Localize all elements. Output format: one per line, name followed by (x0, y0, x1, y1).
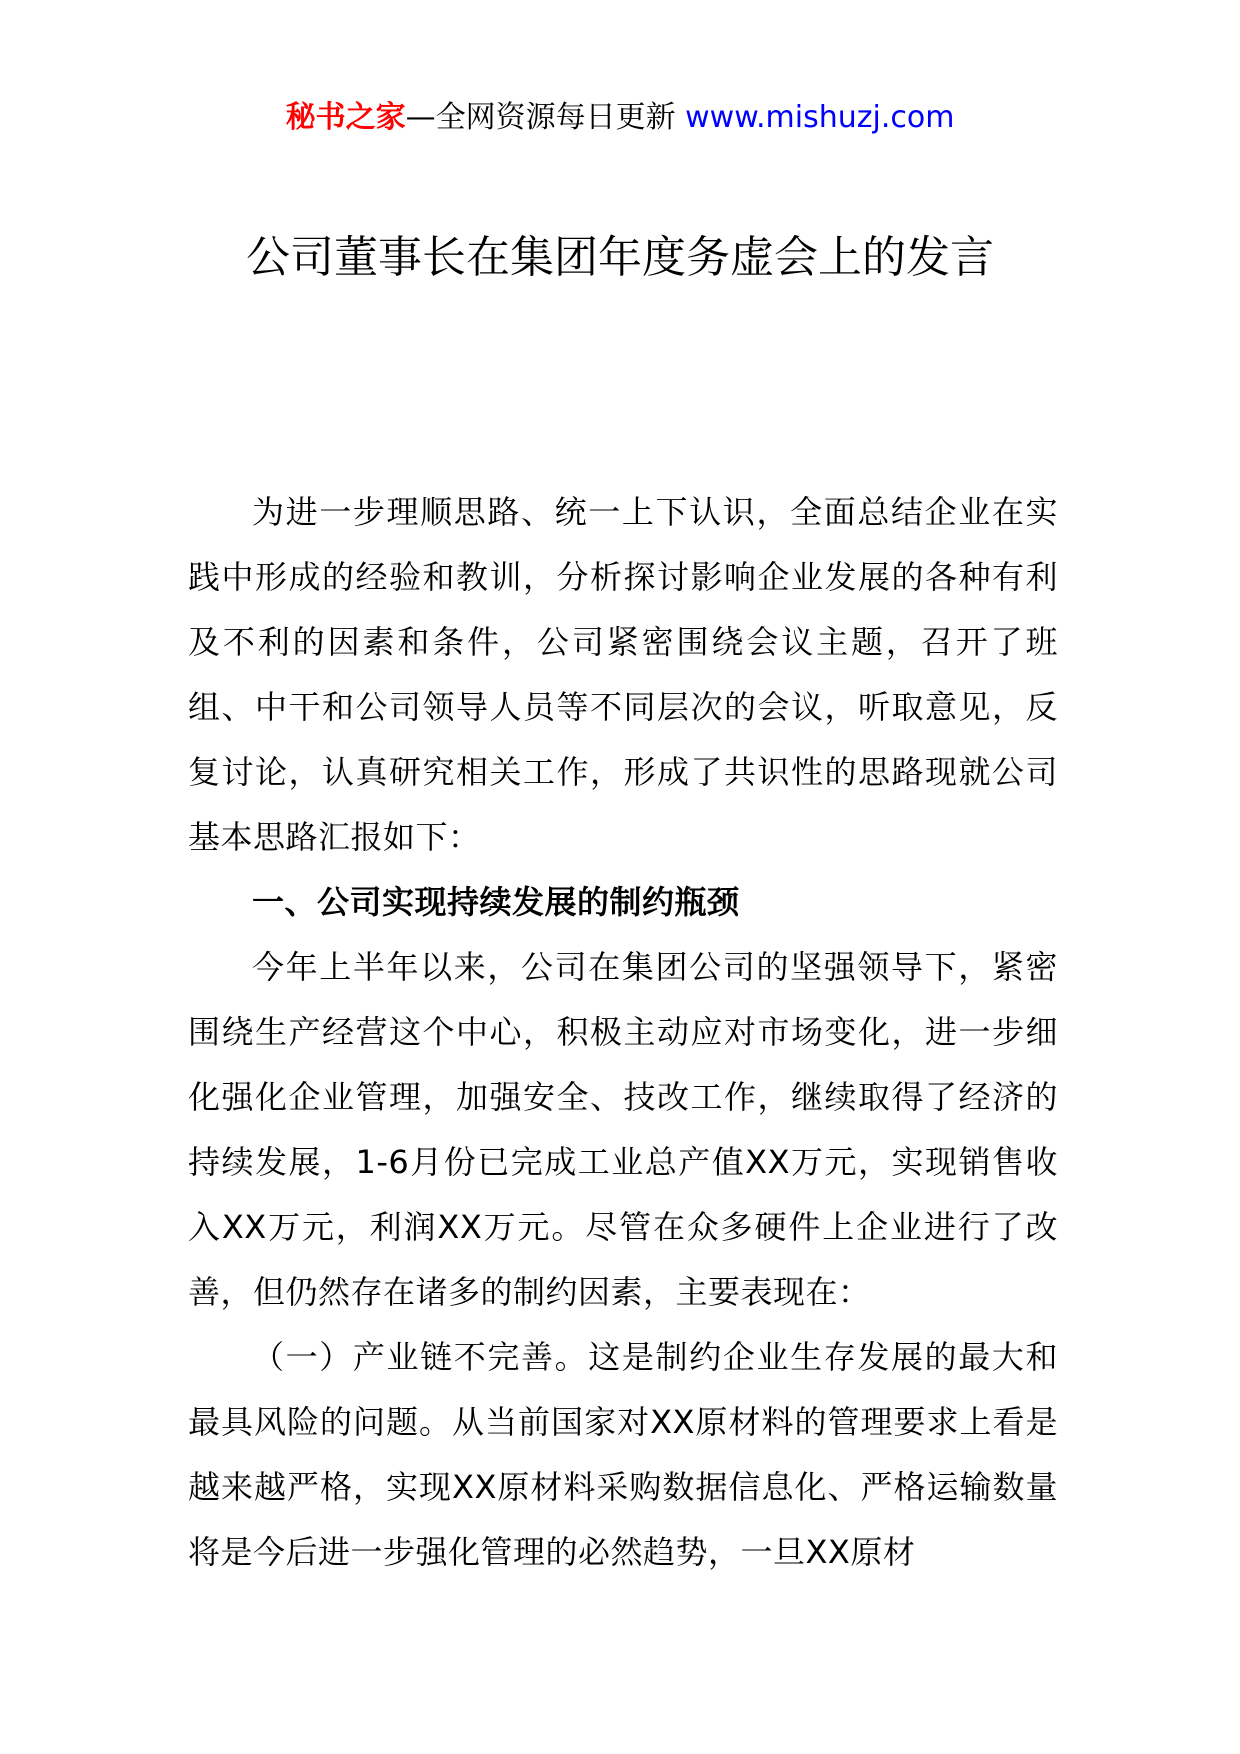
section-heading-1: 一、公司实现持续发展的制约瓶颈 (252, 883, 740, 921)
intro-paragraph: 为进一步理顺思路、统一上下认识，全面总结企业在实践中形成的经验和教训，分析探讨影响企业发展的各种有利及不利的因素和条件，公司紧密围绕会议主题，召开了班组、中干和公司领导人员等不同层次的会议，听取意见，反复讨论，认真研究相关工作，形成了共识性的思路现就公司基本思路汇报如下： (188, 493, 1058, 856)
site-url-link[interactable]: www.mishuzj.com (685, 100, 955, 135)
document-title: 公司董事长在集团年度务虚会上的发言 (246, 232, 994, 283)
site-brand: 秘书之家 (285, 100, 406, 135)
document-body (188, 480, 1058, 1585)
site-tagline: —全网资源每日更新 (405, 100, 676, 135)
subsection-1-paragraph: （一）产业链不完善。这是制约企业生存发展的最大和最具风险的问题。从当前国家对XX原材料的管理要求上看是越来越严格，实现XX原材料采购数据信息化、严格运输数量将是今后进一步强化管理的必然趋势，一旦XX原材 (188, 1338, 1058, 1571)
site-header (0, 98, 1240, 138)
section-1-paragraph: 今年上半年以来，公司在集团公司的坚强领导下，紧密围绕生产经营这个中心，积极主动应对市场变化，进一步细化强化企业管理，加强安全、技改工作，继续取得了经济的持续发展，1-6月份已完成工业总产值XX万元，实现销售收入XX万元，利润XX万元。尽管在众多硬件上企业进行了改善，但仍然存在诸多的制约因素，主要表现在： (188, 948, 1058, 1311)
